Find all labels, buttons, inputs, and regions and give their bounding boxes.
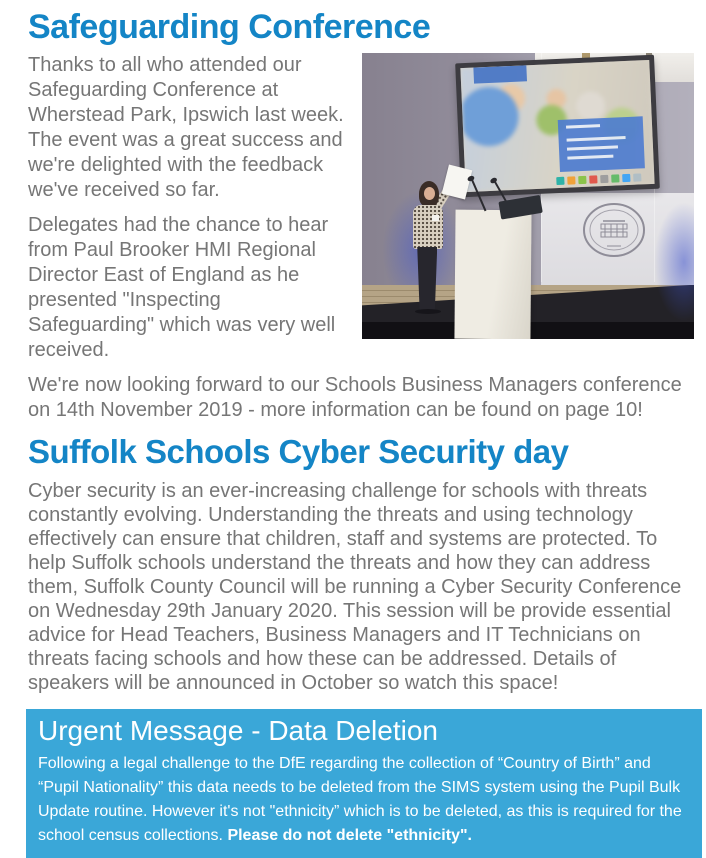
- urgent-message-banner: [26, 709, 702, 858]
- blue-stage-light: [654, 202, 694, 322]
- presenter-paper: [442, 164, 473, 199]
- article-cyber-security: [28, 433, 694, 695]
- slide-logo-square: [567, 176, 575, 184]
- presenter-blouse: [413, 205, 443, 249]
- presenter-shoes: [415, 309, 441, 314]
- urgent-message-title: Urgent Message - Data Deletion: [38, 715, 438, 747]
- conference-photo: [362, 53, 694, 339]
- slide-caption-box: [558, 116, 645, 172]
- cyber-security-title: Suffolk Schools Cyber Security day: [28, 433, 569, 471]
- lectern: [454, 210, 531, 339]
- slide-logo-square: [611, 174, 619, 182]
- urgent-message-body: [38, 752, 686, 848]
- slide-logo-square: [556, 176, 564, 184]
- slide-logo-square: [600, 174, 608, 182]
- urgent-body-text: Following a legal challenge to the DfE regarding the collection of “Country of Birth” and “Pupil Nationality” this data needs to be deleted from the SIMS system using the Pupil Bulk Update routine. However it's not "ethnicity” which is to be deleted, as this is required for the school census collections.: [38, 755, 682, 845]
- slide-header-bar: [474, 65, 528, 83]
- urgent-body-bold-text: Please do not delete "ethnicity".: [227, 827, 472, 845]
- slide-logo-square: [589, 175, 597, 183]
- slide-logo-square: [633, 173, 641, 181]
- projection-screen: [455, 55, 660, 198]
- slide-logo-square: [578, 175, 586, 183]
- article-body-safeguarding: [28, 53, 694, 423]
- slide-logo-square: [622, 173, 630, 181]
- presenter-name-badge: [432, 215, 439, 221]
- paragraph-cyber-security: Cyber security is an ever-increasing challenge for schools with threats constantly evolving. Understanding the threats and using technology effectively can ensure that children, staff and systems are protected. To help Suffolk schools understand the threats and how they can address them, Suffolk County Council will be running a Cyber Security Conference on Wednesday 29th January 2020. This session will be provide essential advice for Head Teachers, Business Managers and IT Technicians on threats facing schools and how these can be addressed. Details of speakers will be announced in October so watch this space!: [28, 480, 682, 695]
- paragraph-looking-forward: We're now looking forward to our Schools Business Managers conference on 14th November 2019 - more information can be found on page 10!: [28, 374, 682, 422]
- paragraph-delegates: Delegates had the chance to hear from Paul Brooker HMI Regional Director East of England as he presented "Inspecting Safeguarding" which was very well received.: [28, 214, 336, 362]
- article-safeguarding: [28, 8, 694, 423]
- venue-seal-logo: [581, 202, 647, 258]
- paragraph-thanks: Thanks to all who attended our Safeguarding Conference at Wherstead Park, Ipswich last week. The event was a great success and we're delighted with the feedback we've received so far.: [28, 54, 344, 202]
- page-title: Safeguarding Conference: [28, 8, 431, 46]
- presenter-trousers: [417, 247, 437, 311]
